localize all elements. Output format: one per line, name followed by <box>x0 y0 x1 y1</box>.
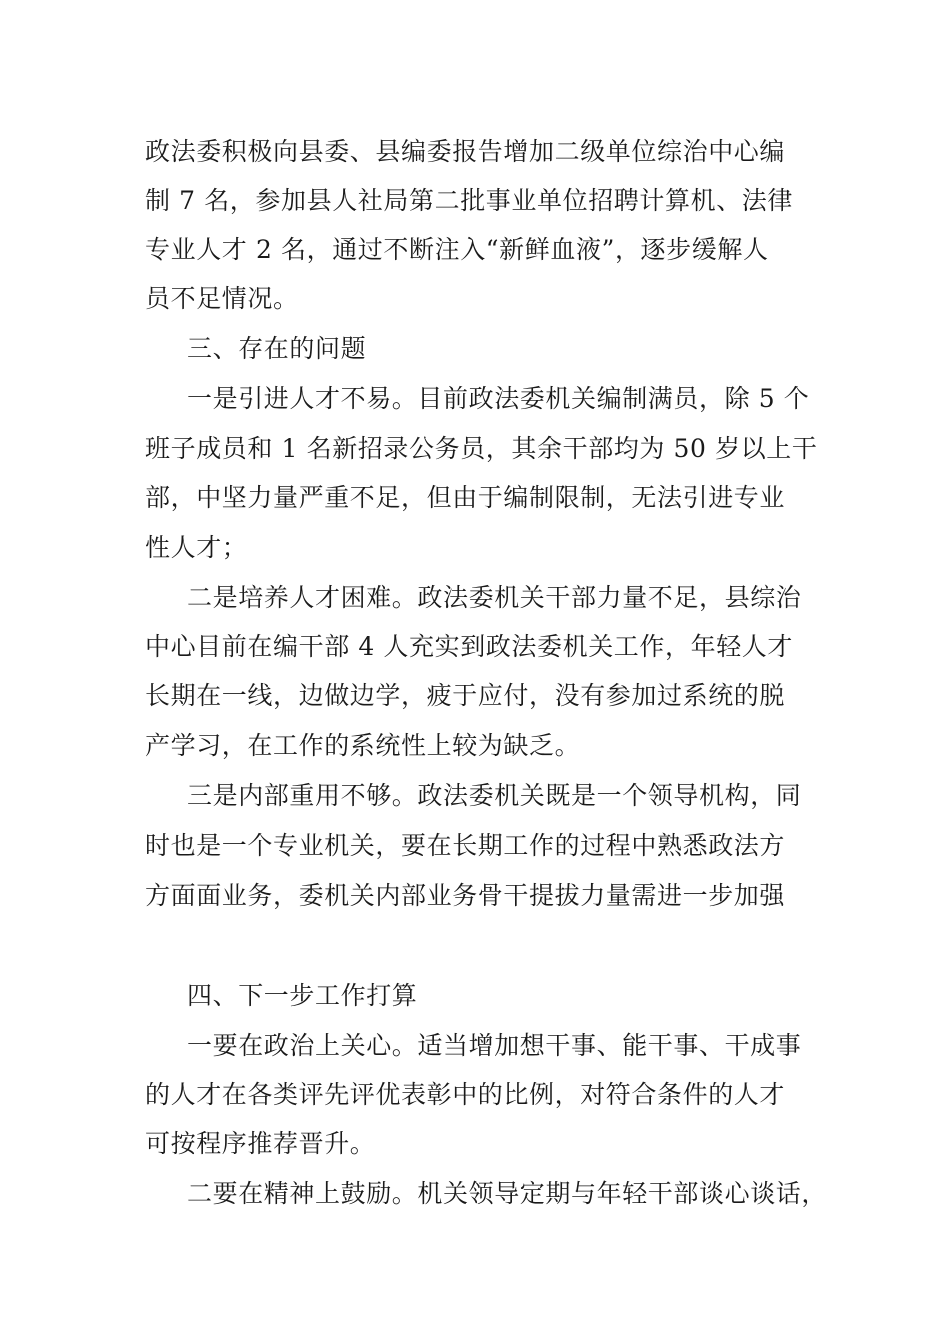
text-line: 班子成员和 1 名新招录公务员，其余干部均为 50 岁以上干 <box>145 434 818 463</box>
text-line: 制 7 名，参加县人社局第二批事业单位招聘计算机、法律 <box>145 186 794 215</box>
text-line: 中心目前在编干部 4 人充实到政法委机关工作，年轻人才 <box>145 632 794 661</box>
text-line: 部，中坚力量严重不足，但由于编制限制，无法引进专业 <box>145 483 786 512</box>
text-line: 一要在政治上关心。适当增加想干事、能干事、干成事 <box>187 1031 802 1060</box>
text-line: 可按程序推荐晋升。 <box>145 1129 376 1158</box>
text-line: 一是引进人才不易。目前政法委机关编制满员，除 5 个 <box>187 384 810 413</box>
text-line: 性人才； <box>145 533 248 562</box>
text-line: 政法委积极向县委、县编委报告增加二级单位综治中心编 <box>145 137 786 166</box>
section-heading: 三、存在的问题 <box>187 334 367 363</box>
text-line: 员不足情况。 <box>145 284 299 313</box>
text-line: 时也是一个专业机关，要在长期工作的过程中熟悉政法方 <box>145 831 786 860</box>
text-line: 二是培养人才困难。政法委机关干部力量不足，县综治 <box>187 583 802 612</box>
text-line: 的人才在各类评先评优表彰中的比例，对符合条件的人才 <box>145 1080 786 1109</box>
text-line: 专业人才 2 名，通过不断注入“新鲜血液”，逐步缓解人 <box>145 235 769 264</box>
text-line: 方面面业务，委机关内部业务骨干提拔力量需进一步加强 <box>145 881 786 910</box>
text-line: 产学习，在工作的系统性上较为缺乏。 <box>145 731 581 760</box>
section-heading: 四、下一步工作打算 <box>187 981 418 1010</box>
text-line: 二要在精神上鼓励。机关领导定期与年轻干部谈心谈话， <box>187 1179 828 1208</box>
text-line: 三是内部重用不够。政法委机关既是一个领导机构，同 <box>187 781 802 810</box>
text-line: 长期在一线，边做边学，疲于应付，没有参加过系统的脱 <box>145 681 786 710</box>
